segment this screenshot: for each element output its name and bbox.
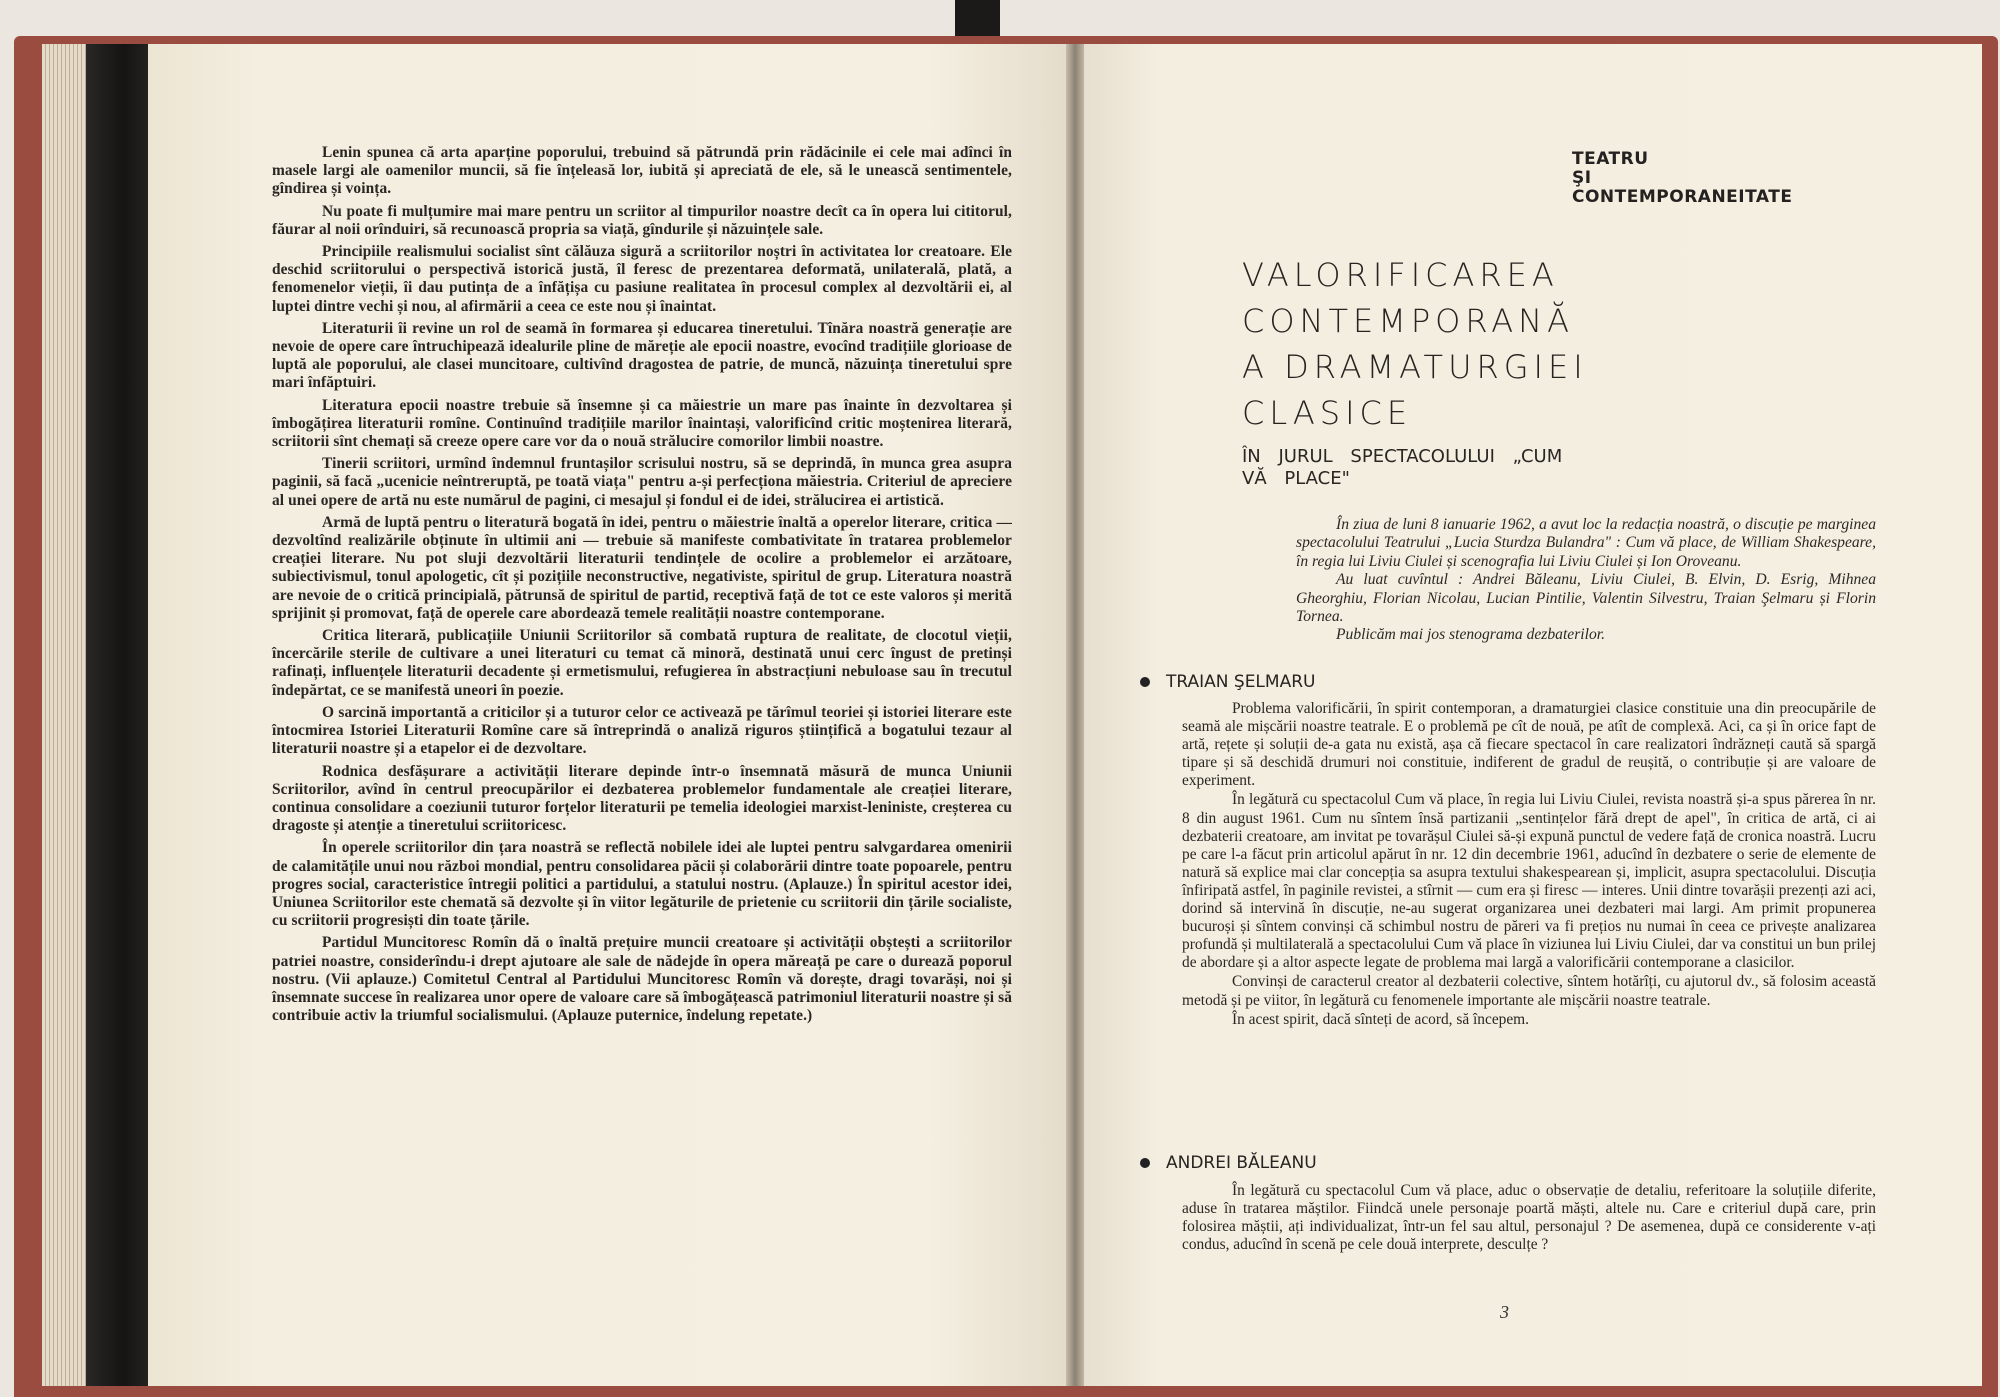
paragraph: Lenin spunea că arta aparține poporului, trebuind să pătrundă prin rădăcinile ei cele mai adînci în masele largi ale oamenilor muncii, să fie înțeleasă lor, iubită și apreciată de ele, să le unească sentimentele, gîndirea și voința. <box>272 144 1012 198</box>
speaker-name: ANDREI BĂLEANU <box>1166 1153 1317 1173</box>
paragraph: Literatura epocii noastre trebuie să însemne și ca măiestrie un mare pas înainte în dezvoltarea și îmbogățirea literaturii romîne. Continuînd tradițiile marilor înaintași, valorificînd critic moștenirea literară, scriitorii sînt chemați să creeze opere care vor da o nouă strălucire comorilor limbii noastre. <box>272 396 1012 451</box>
title-line: A DRAMATURGIEI <box>1242 348 1588 386</box>
subtitle-line: ÎN JURUL SPECTACOLULUI „CUM <box>1242 446 1563 467</box>
section-label-line: TEATRU <box>1572 149 1649 169</box>
paragraph: În operele scriitorilor din țara noastră se reflectă nobilele idei ale luptei pentru salvgardarea omenirii de calamitățile unui nou război mondial, pentru consolidarea păcii și colaborării dintre toate popoarele, pentru progres social, caracteristice întregii politici a partidului, a statului nostru. (Aplauze.) În spiritul acestor idei, Uniunea Scriitorilor este chemată să dezvolte și în viitor legăturile de prietenie cu scriitorii din țările socialiste, cu scriitorii progresiști din toate țările. <box>272 839 1012 930</box>
paragraph: Nu poate fi mulțumire mai mare pentru un scriitor al timpurilor noastre decît ca în opera lui cititorul, făurar al noii orînduiri, să recunoască propria sa viață, gîndurile și năzuințele sale. <box>272 202 1012 238</box>
editorial-intro <box>1296 516 1876 645</box>
paragraph: Partidul Muncitoresc Romîn dă o înaltă prețuire muncii creatoare și activității obștești a scriitorilor patriei noastre, considerîndu-i drept ajutoare ale sale de nădejde în opera măreață pe care o durează poporul nostru. (Vii aplauze.) Comitetul Central al Partidului Muncitoresc Romîn vă dorește, dragi tovarăși, noi și însemnate succese în realizarea unor opere de valoare care să îmbogățească patrimoniul literaturii noastre și să contribuie activ la triumful socialismului. (Aplauze puternice, îndelung repetate.) <box>272 934 1012 1025</box>
paragraph: În legătură cu spectacolul Cum vă place, aduc o observație de detaliu, referitoare la soluțiile diferite, aduse în tratarea măștilor. Fiindcă unele personaje poartă măști, altele nu. Care e criteriul după care, prin folosirea măștii, ați individualizat, într-un fel sau altul, personajul ? De asemenea, după ce considerente v-ați condus, aducînd în scenă pe cele două interprete, desculțe ? <box>1182 1182 1876 1254</box>
gutter <box>1066 44 1084 1386</box>
paragraph: Convinși de caracterul creator al dezbaterii colective, sîntem hotărîți, cu ajutorul dv., să folosim această metodă și pe viitor, în legătură cu fenomenele importante ale mișcării noastre teatrale. <box>1182 973 1876 1009</box>
intro-paragraph: Au luat cuvîntul : Andrei Băleanu, Liviu Ciulei, B. Elvin, D. Esrig, Mihnea Gheorghiu, Florian Nicolau, Lucian Pintilie, Valentin Silvestru, Traian Şelmaru și Florin Tornea. <box>1296 571 1876 626</box>
page-edges <box>42 44 92 1386</box>
speaker-heading <box>1140 672 1315 692</box>
title-line: CONTEMPORANĂ <box>1242 302 1574 340</box>
title-line: VALORIFICAREA <box>1242 256 1559 294</box>
paragraph: Critica literară, publicațiile Uniunii Scriitorilor să combată ruptura de realitate, de clocotul vieții, încercările sterile de cultivare a unei literaturi cu temat că minoră, destinată unui cerc îngust de pretinși rafinați, influențele literaturii decadente și ermetismului, refugierea în abstracțiuni nebuloase sau în trecutul îndepărtat, ce se manifestă uneori în poezie. <box>272 627 1012 699</box>
paragraph: În acest spirit, dacă sînteți de acord, să începem. <box>1232 1010 1530 1028</box>
title-line: CLASICE <box>1242 394 1413 432</box>
paragraph: Armă de luptă pentru o literatură bogată în idei, pentru o măiestrie înaltă a operelor literare, critica — dezvoltînd realizările obținute în ultimii ani — trebuie să manifeste combativitate în tratarea problemelor creației literare. Nu pot sluji dezvoltării literaturii tendințele de ocolire a problemelor ei arzătoare, subiectivismul, tonul apologetic, cît și pozițiile neconstructive, negativiste, spiritul de grup. Literatura noastră are nevoie de o critică principială, pătrunsă de spiritul de partid, receptivă față de tot ce este valoros și merită sprijinit și promovat, față de operele care abordează temele realității noastre contemporane. <box>272 513 1012 622</box>
paragraph: Literaturii îi revine un rol de seamă în formarea și educarea tineretului. Tînăra noastră generație are nevoie de opere care întruchipează idealurile pline de măreție ale epocii noastre, evocînd tradițiile glorioase de luptă ale poporului, ale clasei muncitoare, cultivînd dragostea de patrie, de muncă, năzuința tineretului spre mari înfăptuiri. <box>272 319 1012 392</box>
paragraph: O sarcină importantă a criticilor și a tuturor celor ce activează pe tărîmul teoriei și istoriei literare este întocmirea Istoriei Literaturii Romîne care să întreprindă o analiză riguros științifică a bogatului tezaur al literaturii noastre și a etapelor ei de dezvoltare. <box>272 703 1012 758</box>
left-page-body <box>272 144 1012 1029</box>
article-subtitle <box>1242 446 1642 490</box>
speaker-1-text <box>1182 700 1876 1030</box>
bullet-icon <box>1140 1158 1150 1168</box>
spine-shadow <box>86 44 148 1386</box>
subtitle-line: VĂ PLACE" <box>1242 468 1350 489</box>
paragraph: Rodnica desfășurare a activității literare depinde într-o însemnată măsură de munca Uniunii Scriitorilor, avînd în centrul preocupărilor ei dezbaterea problemelor fundamentale ale creației literare, continua consolidare a coeziunii tuturor forțelor literaturii pe temelia ideologiei marxist-leniniste, creșterea cu dragoste și atenție a tineretului scriitoricesc. <box>272 762 1012 835</box>
section-label <box>1572 150 1872 207</box>
dark-corner <box>955 0 1000 40</box>
section-label-line: CONTEMPORANEITATE <box>1572 187 1793 207</box>
article-title <box>1242 252 1642 436</box>
speaker-2-text <box>1182 1182 1876 1255</box>
intro-paragraph: În ziua de luni 8 ianuarie 1962, a avut loc la redacția noastră, o discuție pe marginea spectacolului Teatrului „Lucia Sturdza Bulandra" : Cum vă place, de William Shakespeare, în regia lui Liviu Ciulei și scenografia lui Liviu Ciulei și Ion Oroveanu. <box>1296 516 1876 570</box>
paragraph: Problema valorificării, în spirit contemporan, a dramaturgiei clasice constituie una din preocupările de seamă ale mișcării noastre teatrale. E o problemă pe cît de nouă, pe atît de complexă. Aci, ca și în orice fapt de artă, rețete și soluții de-a gata nu există, așa că fiecare spectacol în care realizatori îndrăzneți caută să spargă tipare și să deschidă drumuri noi constituie, indiferent de gradul de reușită, o contribuție și are valoare de experiment. <box>1182 700 1876 790</box>
speaker-name: TRAIAN ŞELMARU <box>1166 672 1316 692</box>
intro-paragraph: Publicăm mai jos stenograma dezbaterilor. <box>1336 626 1605 644</box>
paragraph: În legătură cu spectacolul Cum vă place, în regia lui Liviu Ciulei, revista noastră și-a spus părerea în nr. 8 din august 1961. Cum nu sîntem însă partizanii „sentințelor fără drept de apel", în critica de artă, ci ai dezbaterii creatoare, am invitat pe tovarășul Ciulei să-și expună punctul de vedere față de cronica noastră. Lucru pe care l-a făcut prin articolul apărut în nr. 12 din decembrie 1961, aducînd în dezbatere o serie de elemente de natură să explice mai clar concepția sa asupra textului shakespearean și, implicit, asupra spectacolului. Discuția înfiripată astfel, în paginile revistei, a stîrnit — cum era și firesc — interes. Unii dintre tovarășii prezenți azi aci, dorind să intervină în discuție, ne-au sugerat organizarea unei dezbateri mai largi. Am primit propunerea bucuroși și sîntem convinși că schimbul nostru de păreri va fi prețios nu numai în ceea ce privește analizarea profundă și multilaterală a spectacolului Cum vă place în viziunea lui Liviu Ciulei, dar va constitui un bun prilej de abordare și a altor aspecte legate de problema mai largă a valorificării contemporane a clasicilor. <box>1182 791 1876 972</box>
section-label-line: ŞI <box>1572 168 1592 188</box>
paragraph: Tinerii scriitori, urmînd îndemnul fruntașilor scrisului nostru, să se deprindă, în munca grea asupra paginii, să facă „ucenicie neîntreruptă, pe toată viața" pentru a-și perfecționa măiestria. Criteriul de apreciere al unei opere de artă nu este numărul de pagini, ci mesajul și fondul ei de idei, strălucirea ei artistică. <box>272 455 1012 509</box>
bullet-icon <box>1140 677 1150 687</box>
page-number: 3 <box>1500 1302 1509 1322</box>
speaker-heading <box>1140 1153 1317 1173</box>
paragraph: Principiile realismului socialist sînt călăuza sigură a scriitorilor noștri în activitatea lor creatoare. Ele deschid scriitorului o perspectivă istorică justă, îl feresc de prezentarea deformată, unilaterală, plată, a fenomenelor vieții, îi dau putința de a înfățișa cu pasiune realitatea în procesul complex al dezvoltării ei, al luptei dintre vechi și nou, al afirmării a ceea ce este nou și înaintat. <box>272 243 1012 315</box>
